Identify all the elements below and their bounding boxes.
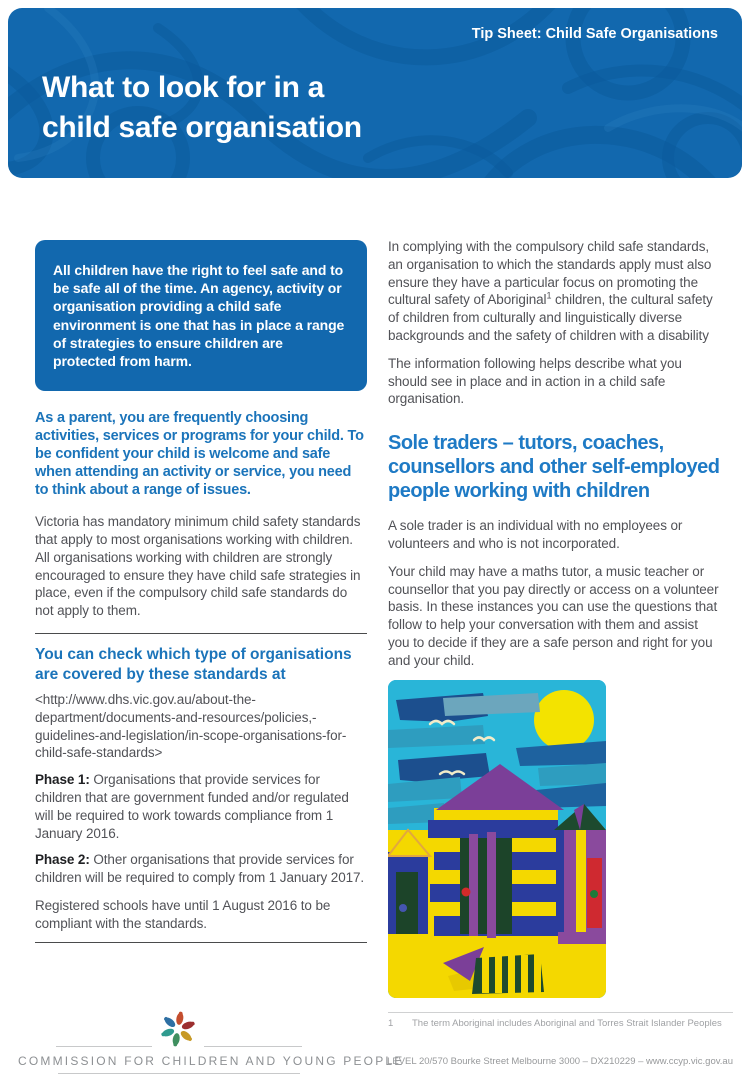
phase2-label: Phase 2: [35, 852, 90, 868]
footnote-marker: 1 [546, 290, 552, 301]
right-column [388, 238, 720, 998]
header-banner [8, 8, 742, 178]
sole-trader-definition-paragraph: A sole trader is an individual with no employees or volunteers and who is not incorporated. [388, 518, 683, 551]
left-column [35, 240, 367, 943]
intro-lead-paragraph: As a parent, you are frequently choosing activities, services or programs for your child. To be confident your child is welcome and safe when attending an activity or service, you need to think about a range of issues. [35, 410, 364, 499]
check-organisations-subheading: You can check which type of organisations are covered by these standards at [35, 646, 352, 683]
doc-type-label: Tip Sheet: Child Safe Organisations [471, 26, 718, 42]
page-title-line2: child safe organisation [42, 111, 362, 144]
footnote-number: 1 [388, 1018, 394, 1029]
divider [58, 1073, 300, 1074]
complying-paragraph [388, 238, 720, 345]
information-following-paragraph: The information following helps describe what you should see in place and in action in a child safe organisation. [388, 355, 682, 407]
registered-schools-paragraph: Registered schools have until 1 August 2016 to be compliant with the standards. [35, 897, 331, 931]
divider [35, 942, 367, 943]
phase1-text: Organisations that provide services for children that are government funded and/or regulated will be required to work towards compliance from 1 January 2016. [35, 772, 349, 841]
footnote-text: The term Aboriginal includes Aboriginal and Torres Strait Islander Peoples [412, 1018, 722, 1029]
page-title-line1: What to look for in a [42, 71, 325, 104]
sole-traders-heading: Sole traders – tutors, coaches, counsellors and other self-employed people working with children [388, 432, 720, 503]
child-artwork-image [388, 680, 606, 998]
divider [56, 1046, 152, 1047]
page-title [42, 68, 362, 148]
phase1-label: Phase 1: [35, 772, 90, 788]
footnote [388, 1012, 733, 1030]
complying-text-after: children, the cultural safety of children from culturally and linguistically diverse backgrounds and the safety of children with a disability [388, 292, 713, 343]
highlight-callout-box: All children have the right to feel safe and to be safe all of the time. An agency, activity or organisation providing a child safe environment is one that has in place a range of strategies to ensure children are protected from harm. [35, 240, 367, 391]
phase2-paragraph [35, 851, 367, 887]
standards-paragraph: Victoria has mandatory minimum child safety standards that apply to most organisations working with children. All organisations working with children are strongly encouraged to ensure they have child safe strategies in place, even if the compulsory child safe standards do not apply to them. [35, 514, 361, 619]
collage-houses-illustration [388, 680, 606, 998]
organisation-name: COMMISSION FOR CHILDREN AND YOUNG PEOPLE [18, 1054, 405, 1068]
footer-address: LEVEL 20/570 Bourke Street Melbourne 3000 – DX210229 – www.ccyp.vic.gov.au [387, 1056, 733, 1067]
phase1-paragraph [35, 771, 367, 842]
footer-brand [18, 1010, 405, 1078]
complying-text-before: In complying with the compulsory child safe standards, an organisation to which the standards apply must also ensure they have a particular focus on promoting the cultural safety of Aboriginal [388, 239, 712, 308]
divider [35, 633, 367, 634]
standards-url-text: <http://www.dhs.vic.gov.au/about-the-department/documents-and-resources/policies,-guidelines-and-legislation/in-scope-organisations-for-child-safe-standards> [35, 692, 347, 761]
tutor-paragraph: Your child may have a maths tutor, a music teacher or counsellor that you pay directly or access on a volunteer basis. In these instances you can use the questions that follow to help your conversation with them and assist you to decide if they are a safe person and right for you and your child. [388, 563, 719, 668]
ccyp-logo-icon [159, 1010, 197, 1048]
divider [204, 1046, 302, 1047]
phase2-text: Other organisations that provide services for children will be required to comply from 1 January 2017. [35, 852, 365, 886]
